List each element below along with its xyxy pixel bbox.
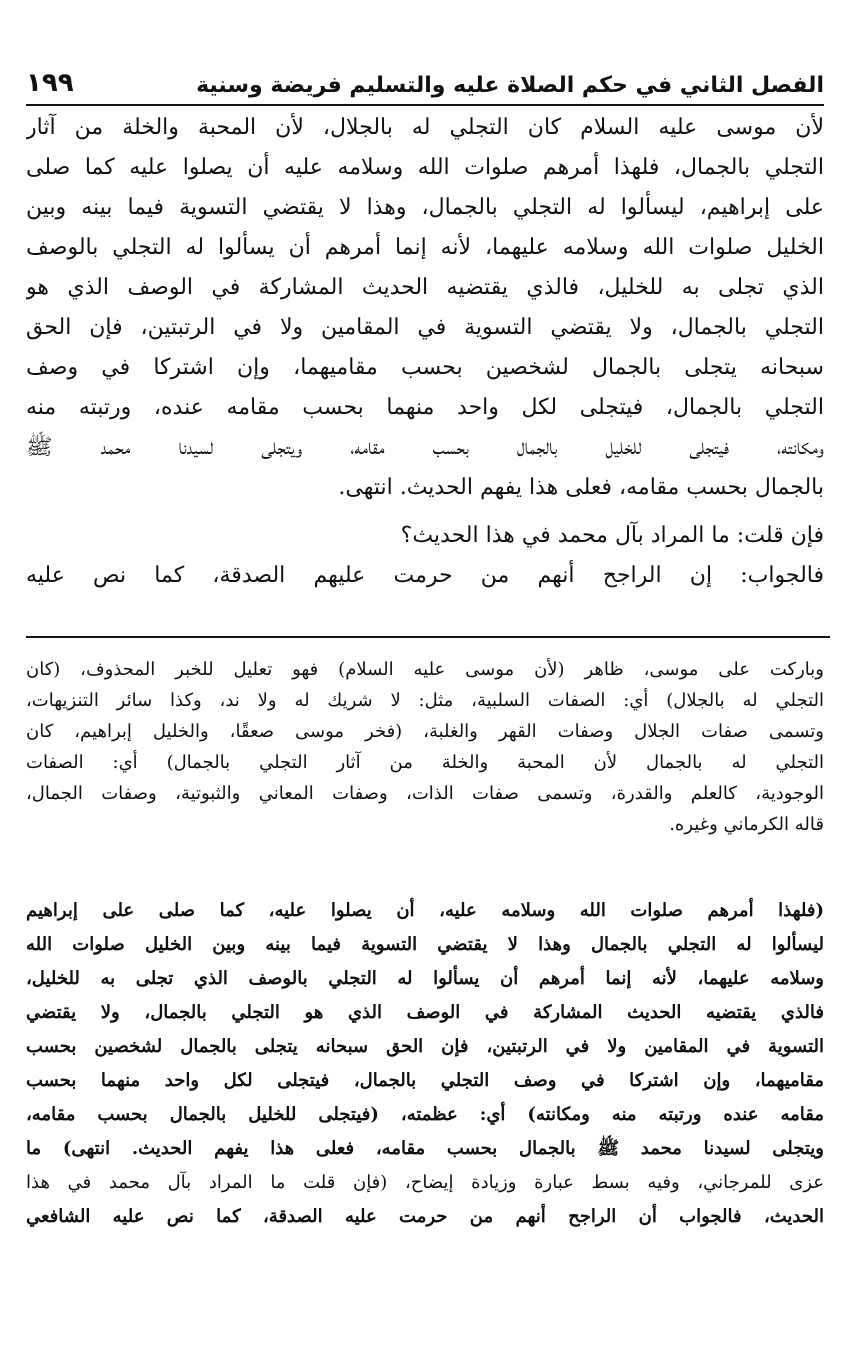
main-line: سبحانه يتجلى بالجمال لشخصين بحسب مقاميهما، وإن اشتركا في وصف <box>26 355 824 380</box>
commentary-line: فالذي يقتضيه الحديث المشاركة في الوصف الذي هو التجلي بالجمال، ولا يقتضي <box>26 1002 824 1023</box>
page-header <box>26 58 824 106</box>
commentary-line: التجلي له بالجمال لأن المحبة والخلة من آثار التجلي بالجمال) أي: الصفات <box>26 752 824 773</box>
main-line: التجلي بالجمال، فيتجلى لكل واحد منهما بحسب مقامه عنده، ورتبته منه <box>26 395 824 420</box>
main-line: التجلي بالجمال، ولا يقتضي التسوية في المقامين ولا في الرتبتين، فإن الحق <box>26 315 824 340</box>
main-line: التجلي بالجمال، فلهذا أمرهم صلوات الله وسلامه عليه أن يصلوا عليه كما صلى <box>26 155 824 180</box>
main-line: بالجمال بحسب مقامه، فعلى هذا يفهم الحديث. انتهى. <box>338 475 824 500</box>
commentary-line: مقامه عنده ورتبته منه ومكانته) أي: عظمته، (فيتجلى للخليل بالجمال بحسب مقامه، <box>26 1104 824 1125</box>
main-line: ومكانته، فيتجلى للخليل بالجمال بحسب مقامه، ويتجلى لسيدنا محمد ﷺ <box>26 435 824 460</box>
answer-line: فالجواب: إن الراجح أنهم من حرمت عليهم الصدقة، كما نص عليه <box>26 563 824 588</box>
commentary-block <box>26 654 824 840</box>
commentary-line: قاله الكرماني وغيره. <box>669 814 824 835</box>
main-line: لأن موسى عليه السلام كان التجلي له بالجلال، لأن المحبة والخلة من آثار <box>26 115 824 140</box>
main-text <box>26 108 824 596</box>
chapter-title: الفصل الثاني في حكم الصلاة عليه والتسليم فريضة وسنية <box>196 73 824 98</box>
main-line: الذي تجلى به للخليل، فالذي يقتضيه الحديث المشاركة في الوصف الذي هو <box>26 275 824 300</box>
main-line: على إبراهيم، ليسألوا له التجلي بالجمال، وهذا لا يقتضي التسوية فيما بينه وبين <box>26 195 824 220</box>
commentary-block-2 <box>26 894 824 1234</box>
commentary-line: التجلي له بالجلال) أي: الصفات السلبية، مثل: لا شريك له ولا ند، وكذا سائر التنزيهات، <box>26 690 824 711</box>
question-line: فإن قلت: ما المراد بآل محمد في هذا الحديث؟ <box>400 523 824 548</box>
commentary-line: التسوية في المقامين ولا في الرتبتين، فإن الحق سبحانه يتجلى بالجمال لشخصين بحسب <box>26 1036 824 1057</box>
footnote-divider <box>26 636 830 638</box>
commentary-line: ويتجلى لسيدنا محمد ﷺ بالجمال بحسب مقامه، فعلى هذا يفهم الحديث. انتهى) ما <box>26 1138 824 1159</box>
commentary-line: وسلامه عليهما، لأنه إنما أمرهم أن يسألوا له التجلي بالوصف الذي تجلى به للخليل، <box>26 968 824 989</box>
commentary-line: وتسمى صفات الجلال وصفات القهر والغلبة، (فخر موسى صعقًا، والخليل إبراهيم، كان <box>26 721 824 742</box>
page-number: ١٩٩ <box>26 68 74 98</box>
commentary-line: مقاميهما، وإن اشتركا في وصف التجلي بالجمال، فيتجلى لكل واحد منهما بحسب <box>26 1070 824 1091</box>
commentary-line: ليسألوا له التجلي بالجمال وهذا لا يقتضي التسوية فيما بينه وبين الخليل صلوات الله <box>26 934 824 955</box>
commentary-line: (فلهذا أمرهم صلوات الله وسلامه عليه، أن يصلوا عليه، كما صلى على إبراهيم <box>26 900 824 921</box>
commentary-line: الحديث، فالجواب أن الراجح أنهم من حرمت عليه الصدقة، كما نص عليه الشافعي <box>26 1206 824 1227</box>
commentary-line: عزى للمرجاني، وفيه بسط عبارة وزيادة إيضاح، (فإن قلت ما المراد بآل محمد في هذا <box>26 1172 824 1193</box>
commentary-line: الوجودية، كالعلم والقدرة، وتسمى صفات الذات، وصفات المعاني والثبوتية، وصفات الجمال، <box>26 783 824 804</box>
commentary-line: وباركت على موسى، ظاهر (لأن موسى عليه السلام) فهو تعليل للخبر المحذوف، (كان <box>26 659 824 680</box>
main-line: الخليل صلوات الله وسلامه عليهما، لأنه إنما أمرهم أن يسألوا له التجلي بالوصف <box>26 235 824 260</box>
